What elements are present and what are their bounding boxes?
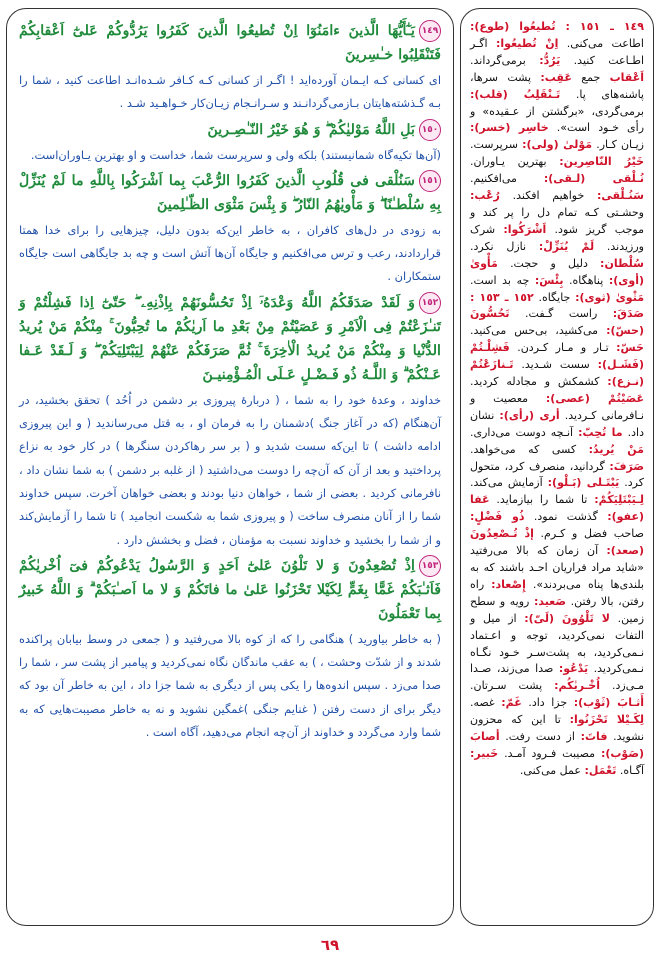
glossary-definition: جمع (571, 70, 610, 84)
glossary-term: مَوْلیٰ (ولی): (522, 138, 593, 152)
glossary-term: اُخْـریٰکُم: (554, 679, 601, 693)
glossary-definition: می‌افکنیم. (470, 172, 544, 186)
glossary-definition: از میل و التفات نمی‌کردید، توجه و اعـتماد نـمی‌کردید، به پشت‌سـر خـود نگـاه نـمی‌کردید. (470, 611, 644, 676)
verse-151-arabic: سَنُلْقى فى قُلُوبِ الَّذينَ كَفَرُوا الرُّعْبَ بِما اَشْرَكُوا بِاللَّهِ ما لَمْ يُنَزِّلْ بِهِ سُلْطـٰنًا ۖ وَ مَأْويٰهُمُ النّارُ ۖ وَ بِئْسَ مَثْوَى الظّـٰلِمينَ (19, 172, 441, 213)
glossary-term: ما تُحِبّ: (578, 425, 623, 439)
verse-number-badge: ١٥٣ (419, 555, 441, 577)
glossary-definition: آنـچه دوست می‌داری. (470, 425, 579, 439)
verse-149-arabic: يَـٰٓأَيُّهَا الَّذينَ ءامَنُوٓا اِنْ تُطيعُوا الَّذينَ كَفَرُوا يَرُدُّوكُمْ عَلىٰٓ اَعْقابِكُمْ فَتَنْقَلِبُوا خـٰسِرينَ (19, 23, 441, 63)
verse-number-badge: ١٥٢ (419, 292, 441, 314)
glossary-term: اَشْرَكُوا: (503, 222, 547, 236)
glossary-term: مَأْوىٰ (أوی): (470, 256, 645, 287)
glossary-definition: وحشـتی کـه تمام دل را پر کند و موجب گریز شود. (470, 205, 644, 236)
verse-149-translation: ای کسانی کـه ایـمان آورده‌اید ! اگـر از کسانی کـه کـافر شـده‌انـد اطاعت کنید ، شما را بـه گـذشته‌هایتان بـازمی‌گردانـند و سـرانـجام زیـان‌کار خـواهـید شـد . (19, 73, 441, 111)
glossary-definition: رویه و سطح زمین. (470, 594, 645, 625)
glossary-term: لِکَـیْلا تَحْزَنُوا: (569, 713, 644, 727)
glossary-definition: خواهیم افکند. (499, 189, 597, 203)
glossary-definition: تا شما را بیازماید. (489, 493, 595, 507)
glossary-definition: صاحب فضل و کـرم. (533, 527, 644, 541)
verse-150-arabic: بَلِ اللَّهُ مَوْليٰكُمْ ۖ وَ هُوَ خَيْرُ النّـٰصِـرينَ (207, 121, 415, 138)
glossary-term: مَنْ یُریدُ: (588, 442, 644, 456)
glossary-definition: جایگاه. (533, 290, 576, 304)
glossary-term: إِصْعاد: (491, 577, 526, 591)
glossary-definition: برمی‌گردی، «برگشتن از عـقیده» و رأی خـود است». (470, 104, 645, 135)
glossary-definition: شرک ورزیدند. (470, 222, 644, 253)
glossary-definition: غصه. (470, 696, 502, 710)
verse-151 (19, 169, 441, 217)
glossary-definition: نازل نکرد. (470, 239, 539, 253)
verse-150 (19, 118, 441, 142)
glossary-term: تَـنازَعْتُمْ (نـزع): (470, 358, 644, 389)
glossary-term: أصابَ (صَوْب): (470, 730, 644, 760)
glossary-definition: آن زمان که بالا می‌رفتید «شاید مراد فراریان احـد باشند که به بلندی‌ها پناه می‌بردند». (470, 544, 644, 591)
main-text-panel (6, 8, 454, 926)
glossary-term: ١٥٢ ـ ١٥٣ : صَدَقَ: (470, 290, 644, 321)
verse-153-arabic: اِذْ تُصْعِدُونَ وَ لا تَلْوُنَ عَلىٰٓ اَحَدٍ وَ الرَّسُولُ يَدْعُوكُمْ فىٓ اُخْريٰكُمْ فَاَثـٰبَكُمْ غَمًّا بِغَمٍّ لِكَيْلا تَحْزَنُوا عَلىٰ ما فاتَكُمْ وَ لا ما اَصـٰبَكُمْ ۗ وَ اللَّهُ خَبيرٌ بِما تَعْمَلُونَ (19, 557, 441, 622)
glossary-definition: راه رفتن، بالا رفتن. (470, 577, 644, 608)
glossary-definition: سرپرست. (470, 138, 523, 152)
glossary-definition: آگـاه. (616, 763, 644, 777)
glossary-term: بِئْسَ: (534, 273, 564, 287)
glossary-term: یَرُدُّ: (539, 53, 561, 67)
glossary-term: فَشِلْـتُمْ (فَشَـل): (470, 341, 644, 372)
glossary-term: لَمْ یُنَزِّلْ: (538, 239, 595, 253)
glossary-definition: معصیت و نـافرمانی کـردید. (470, 391, 644, 422)
glossary-term: ١٤٩ ـ ١٥١ : تُطیعُوا (طوع): (470, 20, 644, 33)
glossary-definition: عمل می‌کنی. (519, 763, 585, 777)
glossary-definition: دلیل و حجت. (497, 256, 601, 270)
glossary-definition: جزا داد. (521, 696, 574, 710)
glossary-term: أری (رأی): (499, 408, 560, 422)
glossary-term: عَقِب: (540, 70, 572, 84)
glossary-term: صَعید: (533, 594, 567, 608)
glossary-definition: برمی‌گرداند. (470, 53, 540, 67)
glossary-definition: گذشت نمود. (524, 510, 608, 524)
verse-number-badge: ١٥٠ (419, 119, 441, 141)
glossary-definition: گردانید، منصرف کرد، متحول کرد. (470, 459, 644, 490)
glossary-term: یَبْتَـلی (بَـلْو): (547, 476, 620, 490)
glossary-term: إذْ تُـصْعِدُونَ (صعد): (470, 527, 644, 558)
glossary-term: سَنُـلْقى: (596, 189, 644, 203)
verse-152-translation: خداوند ، وعدهٔ خود را به شما ، ( دربارهٔ پیروزی بر دشمن در اُحُد ) تحقق بخشید، در آن‌هنگام (که در آغاز جنگ )دشمنان را به فرمان او ، به قتل می‌رساندید ( و این پیروزی ادامه داشت ) تا این‌که سست شدید و ( بر سر رهاکردن سنگرها ) در کار خود به نزاع پرداختید و بعد از آن که آن‌چه را دوست می‌داشتید ( از غلبه بر دشمن ) به شما نشان داد ، نافرمانی کردید . بعضی از شما ، خواهان دنیا بودند و بعضی خواهان آخرت. سپس خداوند شما را از آنان منصرف ساخت ( و پیروزی شما به شکست انجامید ) تا شما را آزمایش‌کند و از شما را بخشید و خداوند نسبت به مؤمنان ، فضل و بخشش دارد . (19, 392, 441, 547)
glossary-panel (460, 8, 654, 926)
glossary-definition: پشت سـرتان. (470, 679, 555, 693)
verse-150-translation: (آن‌ها تکیه‌گاه شمانیستند) بلکه ولی و سرپرست شما، خداست و او بهترین یـاوران‌است. (30, 147, 441, 162)
glossary-definition: چه بد است. (470, 273, 535, 287)
glossary-term: فاتَ: (580, 730, 608, 744)
glossary-term: صَرَفَ: (609, 459, 644, 473)
glossary-definition: نشان داد. (470, 408, 644, 439)
glossary-definition: آزمایش می‌کند. (470, 476, 548, 490)
glossary-definition: اگـر اطـاعت کنید. (470, 36, 645, 67)
glossary-term: تَعْمَل: (584, 763, 617, 777)
glossary-definition: پشت سرها، پاشنه‌های پا. (470, 70, 644, 101)
glossary-list (470, 19, 644, 780)
glossary-term: رُعْب: (470, 189, 500, 203)
glossary-term: خَبیر: (470, 746, 499, 760)
glossary-definition: کسی که می‌خواهد. (470, 442, 589, 456)
verse-152-arabic: وَ لَقَدْ صَدَقَكُمُ اللَّهُ وَعْدَهُۥٓ اِذْ تَحُسُّونَهُمْ بِاِذْنِهِۦ ۖ حَتّىٰٓ اِذا فَشِلْتُمْ وَ تَنـٰزَعْتُمْ فِى الْاَمْرِ وَ عَصَيْتُمْ مِنْ بَعْدِ ما اَريٰكُمْ ما تُحِبُّونَ ۚ مِنْكُمْ مَنْ يُريدُ الدُّنْيا وَ مِنْكُمْ مَنْ يُريدُ الْاٰخِرَةَ ۚ ثُمَّ صَرَفَكُمْ عَنْهُمْ لِيَبْتَلِيَكُمْ ۖ وَ لَـقَدْ عَـفا عَـنْكُمْ ۗ وَ اللَّـهُ ذُو فَـضْـلٍ عَـلَى الْمُـؤْمِنيـنَ (19, 294, 441, 383)
glossary-definition: بهترین یـاوران. (470, 155, 560, 169)
glossary-term: أَثـابَ (ثَوْب): (573, 696, 644, 710)
verse-number-badge: ١٥١ (419, 170, 441, 192)
verse-149 (19, 19, 441, 67)
page-number: ٦٩ (320, 936, 340, 954)
glossary-term: اَعْقاب (609, 70, 644, 84)
glossary-definition: از دست رفت. (499, 730, 581, 744)
verse-number-badge: ١٤٩ (419, 20, 441, 42)
glossary-term: تَـنْقَلِبُ (قلب): (470, 87, 561, 101)
glossary-definition: پناهگاه. (563, 273, 609, 287)
glossary-term: لا تَلْوُونَ (لَیّ): (524, 611, 610, 625)
glossary-term: سُلْطان: (600, 256, 644, 270)
glossary-term: خاسِر (خسر): (470, 121, 549, 135)
glossary-definition: تـار و مـار کـردن. (509, 341, 617, 355)
glossary-definition: سست شـدید. (513, 358, 598, 372)
glossary-term: لِـیَبْتَلِیَکُمْ: (594, 493, 644, 507)
glossary-term: ذُو فَضْلٍ: (470, 510, 525, 524)
glossary-term: مَثْوىٰ (ثوی): (575, 290, 645, 304)
glossary-definition: اطاعت می‌کنی. (558, 36, 644, 50)
glossary-term: نُـلْقى (لـقی): (543, 172, 644, 186)
glossary-term: حَسّ: (616, 341, 644, 355)
glossary-definition: تا این که محزون نشوید. (470, 713, 645, 744)
glossary-term: غَمّ: (501, 696, 522, 710)
glossary-definition: کشمکش و مجادله کردید. (470, 375, 608, 389)
verse-151-translation: به زودی در دل‌های کافران ، به خاطر این‌که بدون دلیل، چیزهایی را برای خدا همتا قراردادند، رعب و ترس می‌افکنیم و جایگاه آن‌ها آتش است و چه بد جایگاهی است جایگاه ستمکاران . (19, 222, 441, 284)
verse-153 (19, 554, 441, 626)
glossary-definition: زیـان کـار. (592, 138, 644, 152)
glossary-definition: می‌کشید، بی‌حس می‌کنید. (470, 324, 607, 338)
glossary-term: عَصَیْتُمْ (عصی): (545, 391, 644, 405)
glossary-definition: صدا می‌زند، صـدا مـی‌زد. (470, 662, 644, 693)
glossary-term: اِنْ تُطیعُوا: (495, 36, 559, 50)
glossary-term: خَیْرُ النّاصِرین: (559, 155, 645, 169)
verse-152 (19, 291, 441, 387)
verse-153-translation: ( به خاطر بیاورید ) هنگامی را که از کوه بالا می‌رفتید و ( جمعی در وسط بیابان پراکنده شدند و از شدّت وحشت ، ) به عقب ماندگان نگاه نمی‌کردید و پیامبر از پشت سر ، شما را صدا می‌زد . سپس اندوه‌ها را یکی پس از دیگری به شما جزا داد ، این به خاطر آن بود که دیگر برای از دست رفتن ( غنایم جنگی )غمگین نشوید و نه به خاطر مصیبت‌هایی که به شما وارد می‌گردد و خداوند از آن‌چه انجام می‌دهید، آگاه است . (19, 631, 441, 740)
glossary-term: تَحُسُّونَ (حسّ): (470, 307, 644, 338)
glossary-term: عَفا (عفو): (470, 493, 644, 524)
glossary-definition: مصیبت فـرود آمـد. (498, 746, 601, 760)
glossary-term: یَدْعُو: (558, 662, 589, 676)
glossary-definition: راست گـفت. (509, 307, 613, 321)
